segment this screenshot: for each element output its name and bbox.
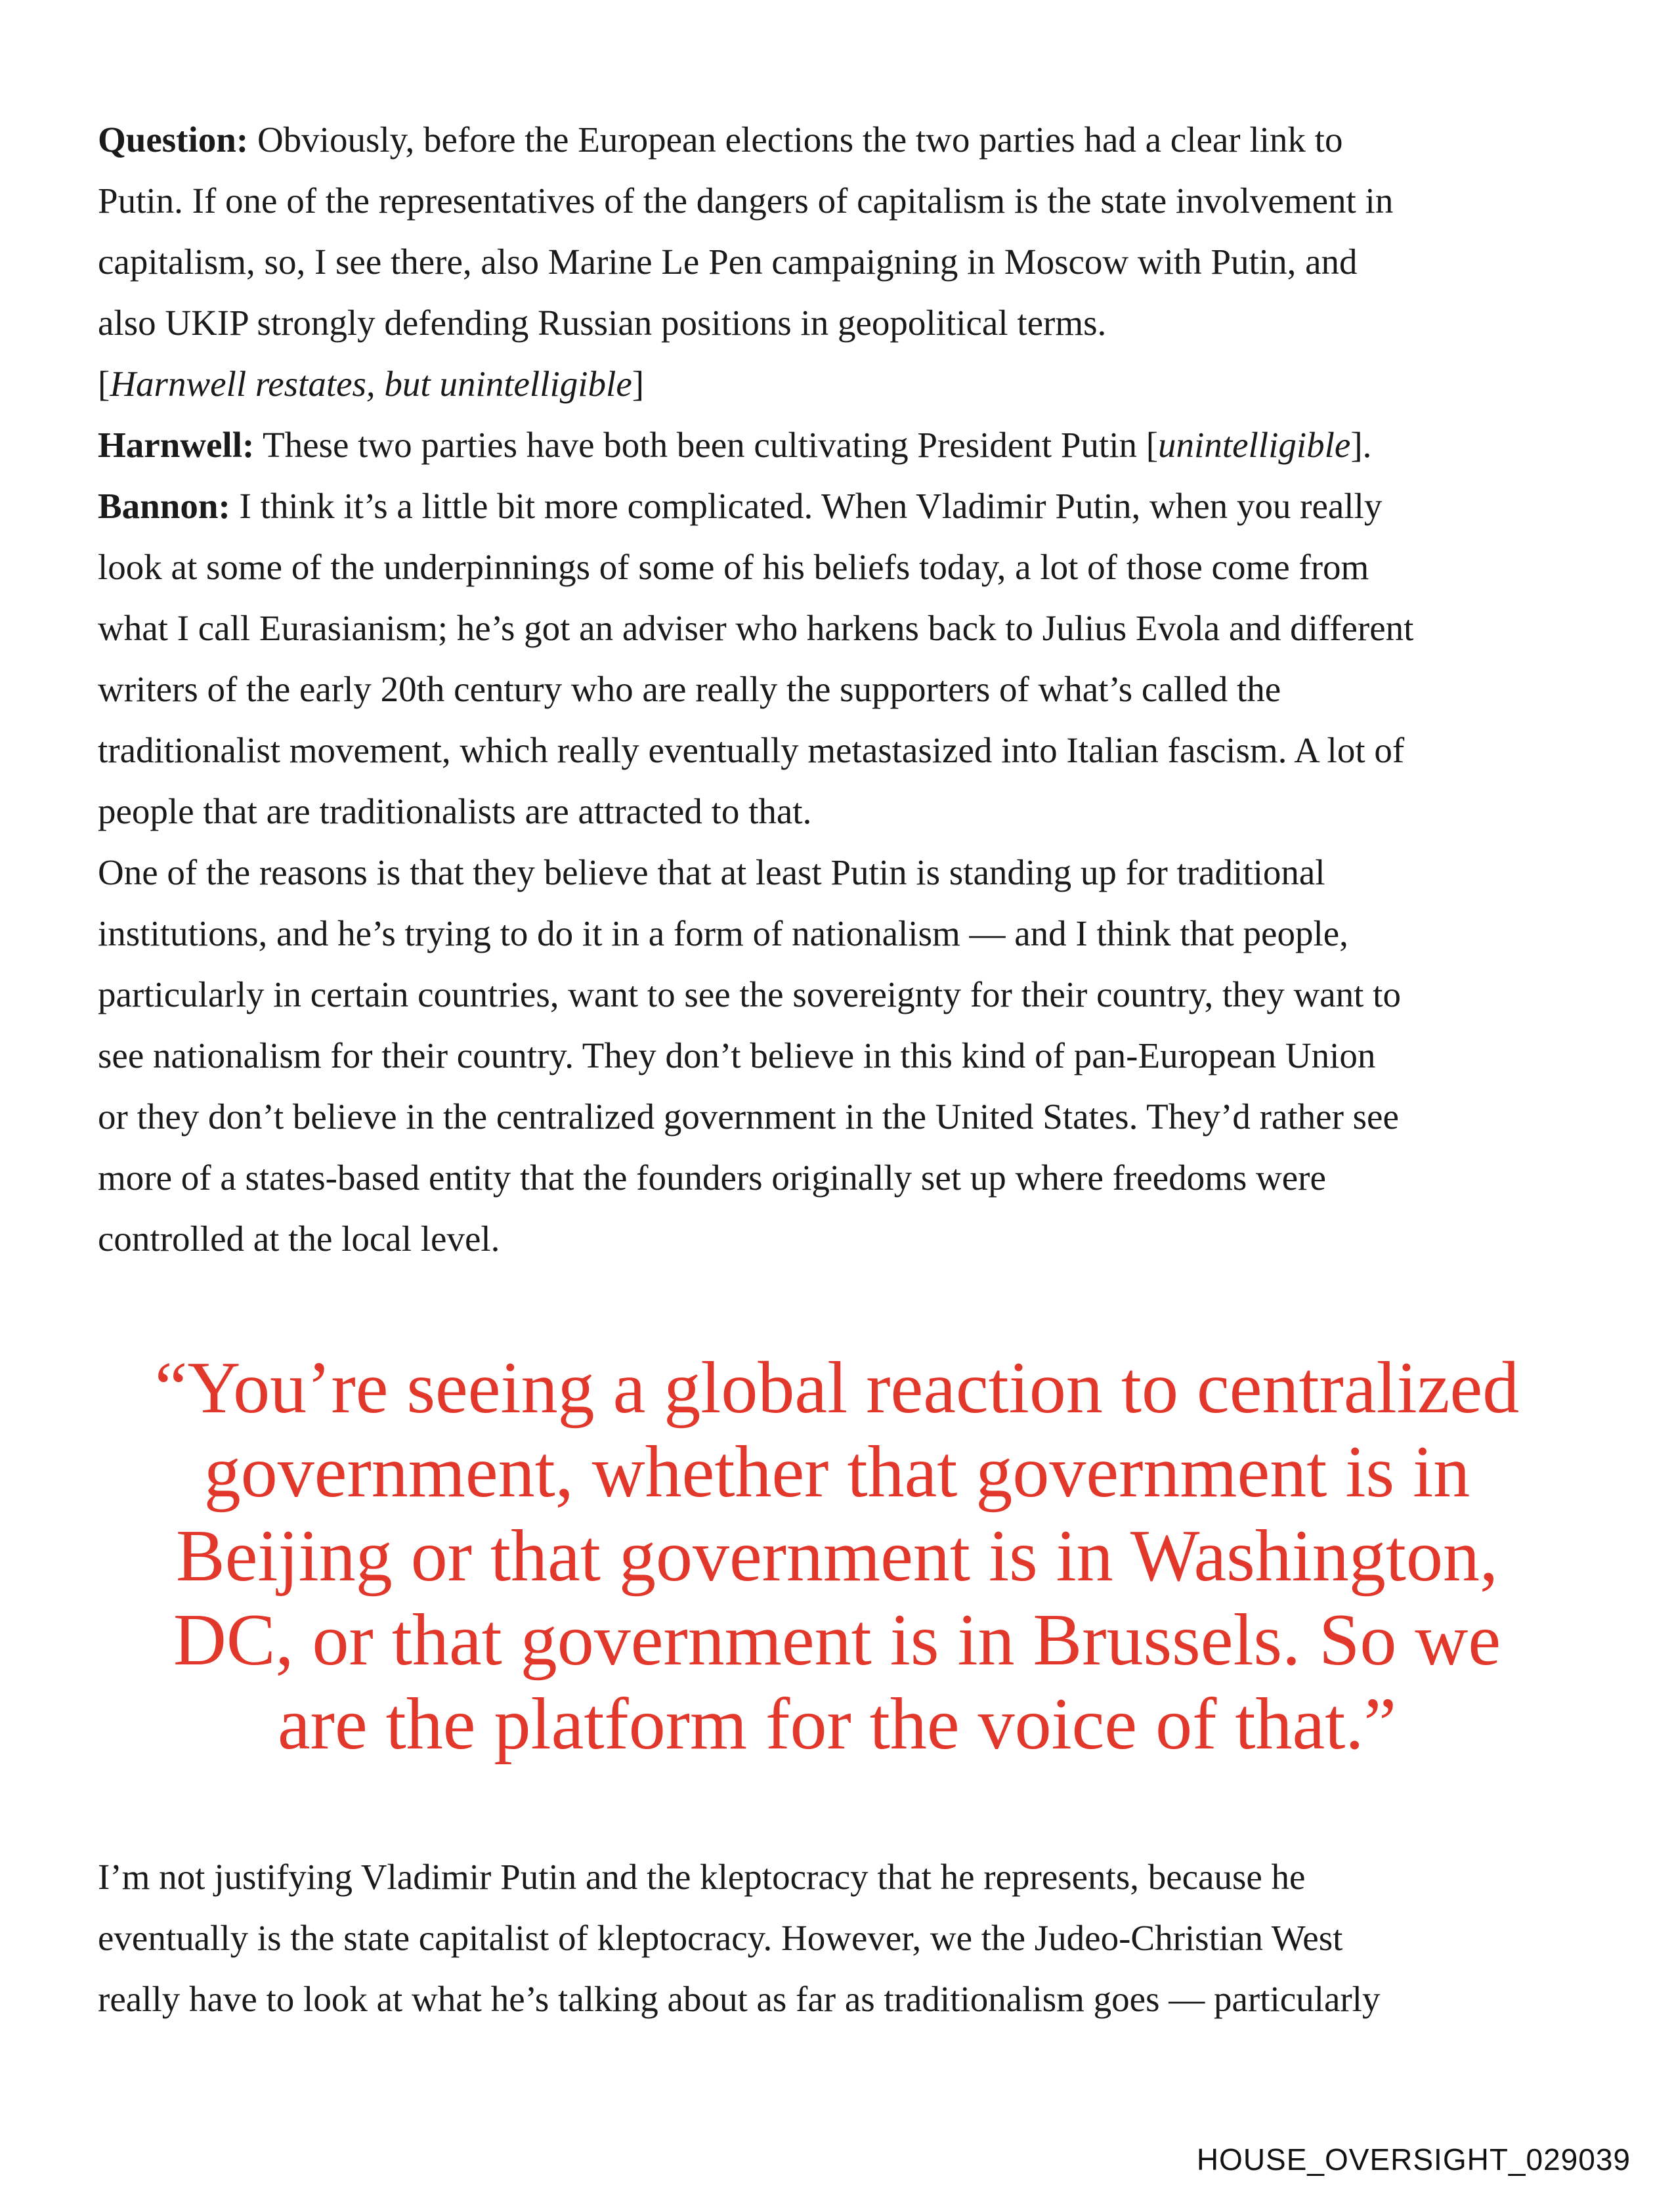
transcript-line: also UKIP strongly defending Russian positions in geopolitical terms. (98, 303, 1107, 343)
transcript-line: writers of the early 20th century who are really the supporters of what’s called the (98, 669, 1281, 709)
transcript-line: really have to look at what he’s talking about as far as traditionalism goes — particularly (98, 1979, 1381, 2019)
line-text: These two parties have both been cultivating President Putin [ (254, 425, 1159, 465)
stage-direction-text: Harnwell restates, but unintelligible (110, 364, 632, 404)
pull-quote-line: “You’re seeing a global reaction to centralized (154, 1347, 1520, 1429)
transcript-body (98, 109, 1608, 1269)
transcript-line: controlled at the local level. (98, 1219, 500, 1259)
bracket: [ (98, 364, 110, 404)
transcript-line: capitalism, so, I see there, also Marine Le Pen campaigning in Moscow with Putin, and (98, 242, 1358, 282)
transcript-line (98, 109, 1608, 170)
transcript-line: or they don’t believe in the centralized government in the United States. They’d rather see (98, 1096, 1399, 1137)
transcript-line: look at some of the underpinnings of some of his beliefs today, a lot of those come from (98, 547, 1369, 587)
bracket: ] (632, 364, 645, 404)
pull-quote (0, 1346, 1674, 1766)
transcript-line: I’m not justifying Vladimir Putin and the kleptocracy that he represents, because he (98, 1857, 1306, 1897)
speaker-label: Harnwell: (98, 425, 255, 465)
speaker-label: Bannon: (98, 486, 230, 526)
transcript-line (98, 475, 1608, 536)
transcript-line (98, 414, 1608, 475)
line-text: Obviously, before the European elections the two parties had a clear link to (248, 119, 1343, 160)
stage-direction (98, 353, 1608, 414)
transcript-line: traditionalist movement, which really eventually metastasized into Italian fascism. A lot of (98, 730, 1405, 770)
transcript-line: institutions, and he’s trying to do it in a form of nationalism — and I think that people, (98, 913, 1348, 953)
pull-quote-line: Beijing or that government is in Washington, (175, 1515, 1499, 1597)
transcript-line: more of a states-based entity that the founders originally set up where freedoms were (98, 1158, 1326, 1198)
transcript-line: One of the reasons is that they believe that at least Putin is standing up for traditional (98, 852, 1325, 892)
transcript-line: people that are traditionalists are attracted to that. (98, 791, 812, 831)
unintelligible-note: unintelligible (1158, 425, 1351, 465)
transcript-continuation (98, 1846, 1608, 2029)
line-text: ]. (1350, 425, 1372, 465)
transcript-line: see nationalism for their country. They don’t believe in this kind of pan-European Union (98, 1035, 1376, 1075)
pull-quote-line: DC, or that government is in Brussels. So we (173, 1599, 1501, 1681)
speaker-label: Question: (98, 119, 249, 160)
transcript-line: particularly in certain countries, want to see the sovereignty for their country, they want to (98, 974, 1401, 1014)
transcript-line: eventually is the state capitalist of kleptocracy. However, we the Judeo-Christian West (98, 1918, 1343, 1958)
transcript-line: Putin. If one of the representatives of the dangers of capitalism is the state involvement in (98, 181, 1394, 221)
pull-quote-line: government, whether that government is in (204, 1431, 1470, 1513)
pull-quote-line: are the platform for the voice of that.” (277, 1683, 1397, 1765)
bates-number: HOUSE_OVERSIGHT_029039 (1196, 2142, 1631, 2177)
transcript-line: what I call Eurasianism; he’s got an adviser who harkens back to Julius Evola and different (98, 608, 1414, 648)
line-text: I think it’s a little bit more complicated. When Vladimir Putin, when you really (230, 486, 1383, 526)
